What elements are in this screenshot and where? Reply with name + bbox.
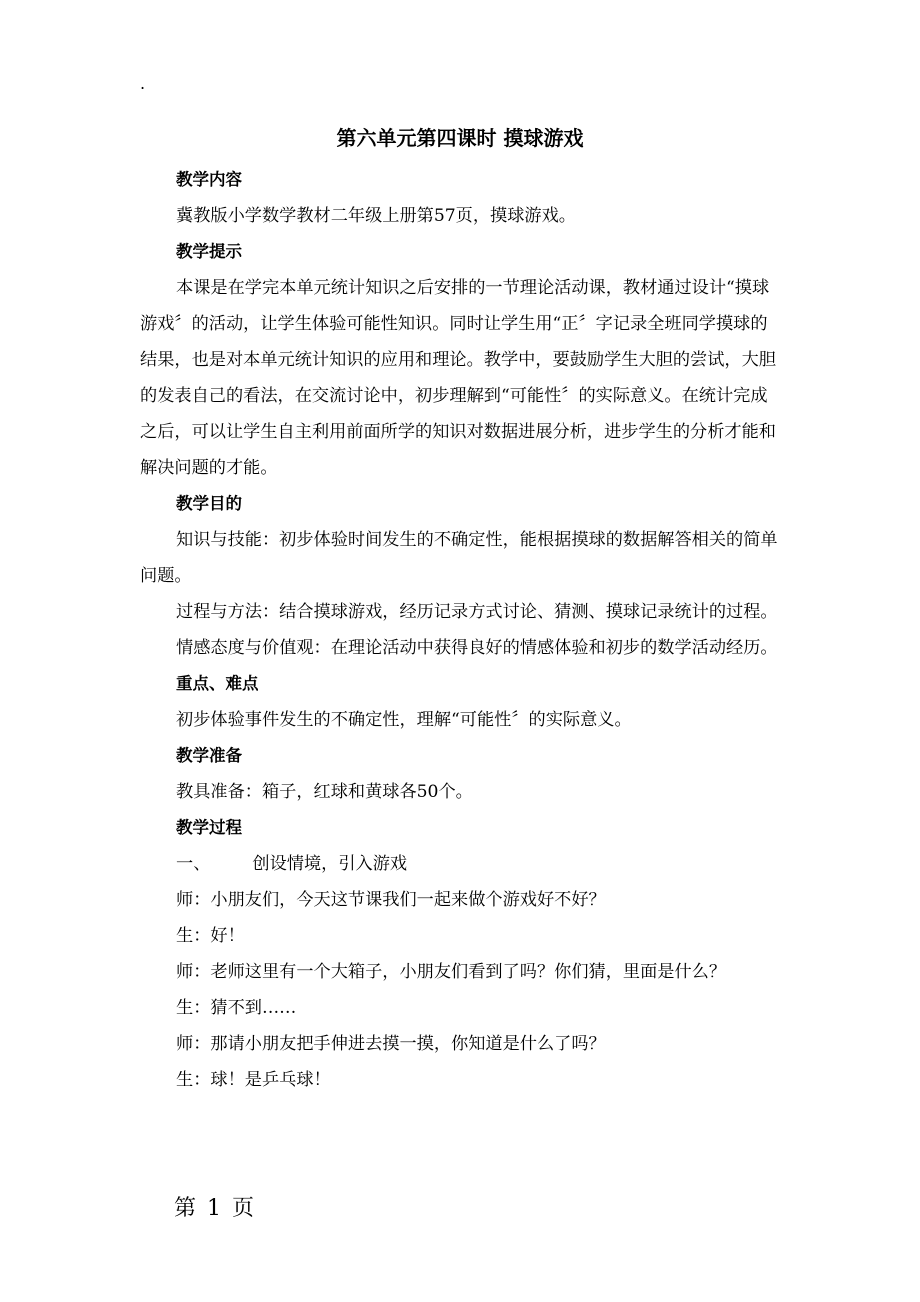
page-mark: . [140,74,146,93]
document-title: 第六单元第四课时 摸球游戏 [336,126,584,150]
step-title: 创设情境，引入游戏 [252,854,408,874]
preparation-text: 教具准备：箱子，红球和黄球各50个。 [176,782,473,802]
heading-teaching-process: 教学过程 [176,818,242,837]
process-step-one [140,846,784,882]
heading-teaching-hints: 教学提示 [176,242,242,261]
dialogue-line: 生：好！ [176,926,245,946]
key-points-text: 初步体验事件发生的不确定性，理解“可能性〞的实际意义。 [176,710,632,730]
page-number: 第 1 页 [174,1196,254,1221]
goal-knowledge-skills: 知识与技能：初步体验时间发生的不确定性，能根据摸球的数据解答相关的简单问题。 [140,530,778,586]
heading-teaching-goals: 教学目的 [176,494,242,513]
goal-process-method: 过程与方法：结合摸球游戏，经历记录方式讨论、猜测、摸球记录统计的过程。 [176,602,778,622]
teaching-hints-text: 本课是在学完本单元统计知识之后安排的一节理论活动课，教材通过设计“摸球游戏〞的活动，让学生体验可能性知识。同时让学生用“正〞字记录全班同学摸球的结果，也是对本单元统计知识的应用和理论。教学中，要鼓励学生大胆的尝试，大胆的发表自己的看法，在交流讨论中，初步理解到“可能性〞的实际意义。在统计完成之后，可以让学生自主利用前面所学的知识对数据进展分析，进步学生的分析才能和解决问题的才能。 [140,278,776,478]
dialogue-line: 师：老师这里有一个大箱子，小朋友们看到了吗？你们猜，里面是什么？ [176,962,727,982]
dialogue-line: 生：猜不到…… [176,998,297,1018]
goal-attitude-values: 情感态度与价值观：在理论活动中获得良好的情感体验和初步的数学活动经历。 [176,638,778,658]
step-number: 一、 [176,854,211,874]
heading-preparation: 教学准备 [176,746,242,765]
document-body [140,162,784,1098]
dialogue-line: 师：那请小朋友把手伸进去摸一摸，你知道是什么了吗？ [176,1034,606,1054]
dialogue-line: 师：小朋友们，今天这节课我们一起来做个游戏好不好？ [176,890,606,910]
heading-teaching-content: 教学内容 [176,170,242,189]
heading-key-points: 重点、难点 [176,674,259,693]
teaching-content-text: 冀教版小学数学教材二年级上册第57页，摸球游戏。 [176,206,576,226]
dialogue-line: 生：球！是乒乓球！ [176,1070,331,1090]
